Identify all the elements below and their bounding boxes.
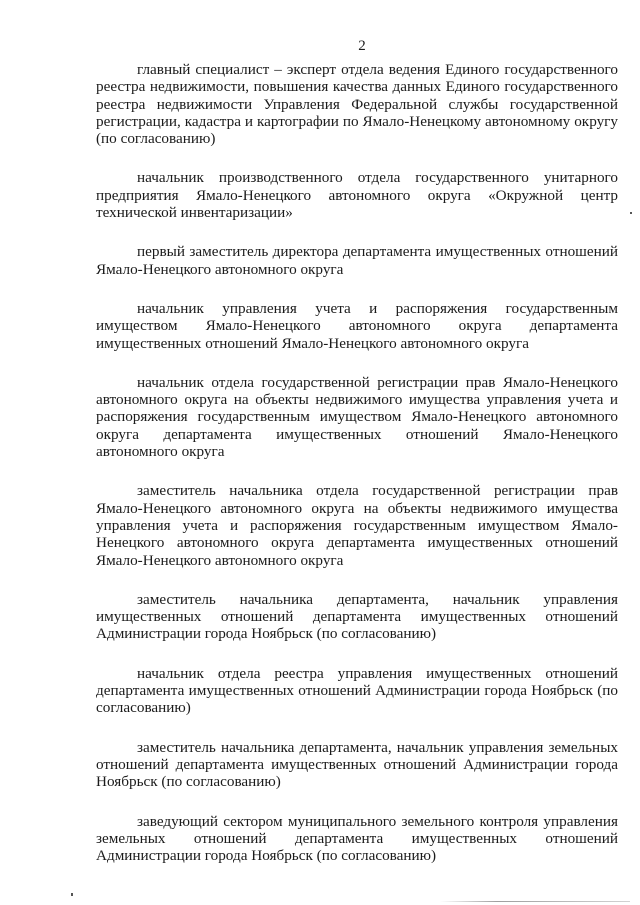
list-item: первый заместитель директора департамента имущественных отношений Ямало-Ненецкого автономного округа (96, 243, 618, 278)
scan-speck (630, 212, 632, 214)
list-item: главный специалист – эксперт отдела ведения Единого государственного реестра недвижимости, повышения качества данных Единого государственного реестра недвижимости Управления Федеральной службы государственной регистрации, кадастра и картографии по Ямало-Ненецкому автономному округу (по согласованию) (96, 61, 618, 148)
page-number: 2 (358, 38, 366, 54)
list-item: заместитель начальника департамента, начальник управления земельных отношений департамента имущественных отношений Администрации города Ноябрьск (по согласованию) (96, 738, 618, 791)
list-item: заведующий сектором муниципального земельного контроля управления земельных отношений департамента имущественных отношений Администрации города Ноябрьск (по согласованию) (96, 812, 618, 865)
list-item: начальник управления учета и распоряжения государственным имуществом Ямало-Ненецкого автономного округа департамента имущественных отношений Ямало-Ненецкого автономного округа (96, 299, 618, 352)
list-item: заместитель начальника департамента, начальник управления имущественных отношений департамента имущественных отношений Администрации города Ноябрьск (по согласованию) (96, 590, 618, 643)
list-item: начальник отдела реестра управления имущественных отношений департамента имущественных отношений Администрации города Ноябрьск (по согласованию) (96, 664, 618, 717)
scan-edge-line (440, 901, 630, 902)
list-item: начальник отдела государственной регистрации прав Ямало-Ненецкого автономного округа на объекты недвижимого имущества управления учета и распоряжения государственным имуществом Ямало-Ненецкого автономного округа департамента имущественных отношений Ямало-Ненецкого автономного округа (96, 373, 618, 461)
list-item: заместитель начальника отдела государственной регистрации прав Ямало-Ненецкого автономного округа на объекты недвижимого имущества управления учета и распоряжения государственным имуществом Ямало-Ненецкого автономного округа департамента имущественных отношений Ямало-Ненецкого автономного округа (96, 482, 618, 569)
scan-speck (71, 893, 73, 896)
list-item: начальник производственного отдела государственного унитарного предприятия Ямало-Ненецкого автономного округа «Окружной центр технической инвентаризации» (96, 169, 618, 222)
